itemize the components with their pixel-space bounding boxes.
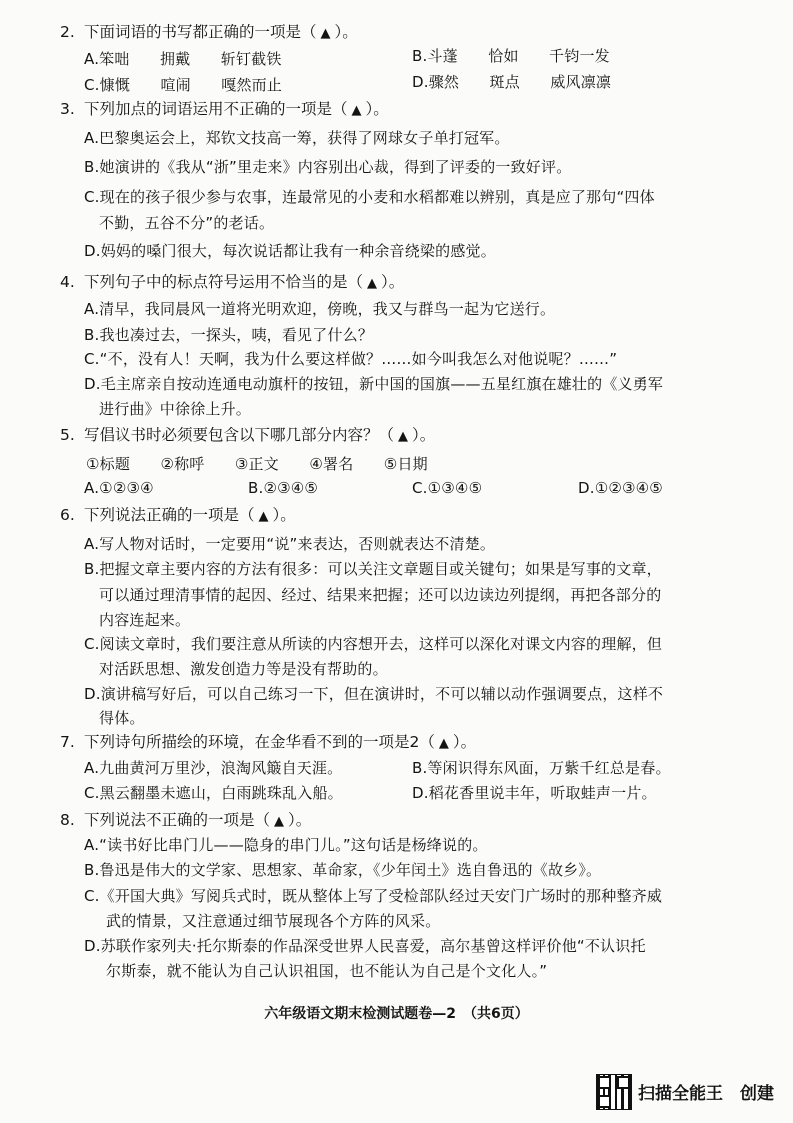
question-2-stem (60, 20, 358, 42)
option-b-cont: 内容连起来。 (99, 611, 191, 629)
question-number: 6. (60, 506, 75, 524)
option-a: A.巴黎奥运会上，郑钦文技高一筹，获得了网球女子单打冠军。 (84, 129, 510, 147)
option-b: B.②③④⑤ (248, 479, 319, 497)
option-c-cont: 武的情景，又注意通过细节展现各个方阵的风采。 (106, 912, 441, 930)
answer-blank-triangle-icon: ▲ (351, 103, 362, 118)
option-d: D.妈妈的嗓门很大，每次说话都让我有一种余音绕梁的感觉。 (84, 242, 496, 260)
emphasis-text: 不正确 (223, 100, 271, 118)
question-number: 5. (60, 426, 75, 444)
emphasis-text: 不恰当 (270, 273, 317, 291)
scanner-watermark: 扫描全能王 创建 (638, 1084, 774, 1104)
emphasis-text: 不正确 (146, 811, 193, 829)
answer-blank-triangle-icon: ▲ (274, 814, 285, 829)
option-b: B.她演讲的《我从“浙”里走来》内容别出心裁，得到了评委的一致好评。 (84, 158, 572, 176)
question-3-stem (60, 97, 389, 119)
emphasis-text: 不到 (316, 733, 348, 751)
option-d: D.①②③④⑤ (578, 479, 663, 497)
stem-text: 下列加点的词语运用 (84, 100, 224, 118)
stem-text: ）。 (412, 426, 436, 444)
question-number: 4. (60, 273, 75, 291)
stem-text: 下列说法 (84, 506, 147, 524)
option-c: C.慷慨 喧闹 嘎然而止 (84, 76, 283, 94)
stem-text: 的一项是（ (177, 506, 255, 524)
option-b: B.斗蓬 恰如 千钧一发 (412, 47, 610, 65)
question-number: 2. (60, 23, 75, 41)
option-a: A.清早，我同晨风一道将光明欢迎，傍晚，我又与群鸟一起为它送行。 (84, 300, 556, 318)
answer-blank-triangle-icon: ▲ (438, 736, 449, 751)
stem-text: ）。 (365, 100, 389, 118)
stem-text: 下列句子中的标点符号运用 (84, 273, 271, 291)
stem-text: 的一项是（ (192, 811, 271, 829)
option-b: B.鲁迅是伟大的文学家、思想家、革命家，《少年闰土》选自鲁迅的《故乡》。 (84, 861, 602, 879)
option-c: C.现在的孩子很少参与农事，连最常见的小麦和水稻都难以辨别，真是应了那句“四体 (84, 188, 655, 206)
stem-text: 的一项是2（ (347, 733, 435, 751)
option-d-cont: 得体。 (99, 709, 145, 727)
stem-text: ）。 (288, 811, 312, 829)
question-6-stem (60, 503, 296, 525)
option-a: A.“读书好比串门儿——隐身的串门儿。”这句话是杨绛说的。 (84, 836, 488, 854)
stem-text: 下列诗句所描绘的环境，在金华看 (84, 733, 317, 751)
stem-text: 写倡议书时 (84, 426, 162, 444)
question-number: 8. (60, 811, 75, 829)
stem-text: 要包含以下哪几部分内容？（ (192, 426, 395, 444)
option-c: C.阅读文章时，我们要注意从所读的内容想开去，这样可以深化对课文内容的理解，但 (84, 635, 663, 653)
option-d-cont: 尔斯泰，就不能认为自己认识祖国，也不能认为自己是个文化人。” (106, 962, 548, 980)
option-d: D.稻花香里说丰年，听取蛙声一片。 (412, 784, 657, 802)
question-5-stem (60, 423, 435, 445)
question-8-stem (60, 808, 311, 830)
stem-text: ）。 (381, 273, 405, 291)
option-b: B.我也凑过去，一探头，咦，看见了什么？ (84, 326, 374, 344)
option-c: C.黑云翻墨未遮山，白雨跳珠乱入船。 (84, 784, 343, 802)
stem-text: ）。 (452, 733, 477, 751)
qr-code-icon (596, 1074, 632, 1110)
answer-blank-triangle-icon: ▲ (258, 509, 269, 524)
emphasis-text: 必须 (161, 426, 193, 444)
emphasis-text: 正确 (146, 506, 178, 524)
page-footer: 六年级语文期末检测试题卷—2 （共6页） (264, 1006, 529, 1022)
stem-text: 下列说法 (84, 811, 147, 829)
stem-text: 下面词语的书写都 (84, 23, 209, 41)
option-a: A.笨咄 拥戴 斩钉截铁 (84, 50, 282, 68)
option-b: B.等闲识得东风面，万紫千红总是春。 (412, 759, 671, 777)
option-d: D.苏联作家列夫·托尔斯泰的作品深受世界人民喜爱，高尔基曾这样评价他“不认识托 (84, 937, 646, 955)
answer-blank-triangle-icon: ▲ (398, 429, 409, 444)
question-4-stem (60, 270, 404, 292)
question-7-stem (60, 730, 476, 752)
option-a: A.九曲黄河万里沙，浪淘风簸自天涯。 (84, 759, 343, 777)
option-c: C.《开国大典》写阅兵式时，既从整体上写了受检部队经过天安门广场时的那种整齐威 (84, 887, 663, 905)
item-list: ①标题 ②称呼 ③正文 ④署名 ⑤日期 (86, 455, 428, 473)
stem-text: 的一项是（ (270, 100, 348, 118)
option-c: C.“不，没有人！天啊，我为什么要这样做？……如今叫我怎么对他说呢？……” (84, 350, 618, 368)
stem-text: 的是（ (316, 273, 364, 291)
option-c-cont: 对活跃思想、激发创造力等是没有帮助的。 (99, 660, 388, 678)
answer-blank-triangle-icon: ▲ (367, 276, 378, 291)
stem-text: ）。 (334, 23, 358, 41)
option-a: A.写人物对话时，一定要用“说”来表达，否则就表达不清楚。 (84, 535, 496, 553)
option-a: A.①②③④ (84, 479, 154, 497)
option-d: D.毛主席亲自按动连通电动旗杆的按钮，新中国的国旗——五星红旗在雄壮的《义勇军 (84, 375, 664, 393)
question-number: 7. (60, 733, 75, 751)
option-b-cont: 可以通过理清事情的起因、经过、结果来把握；还可以边读边列提纲，再把各部分的 (99, 586, 662, 604)
option-d: D.演讲稿写好后，可以自己练习一下，但在演讲时，不可以辅以动作强调要点，这样不 (84, 685, 664, 703)
emphasis-text: 正确 (208, 23, 240, 41)
option-c: C.①③④⑤ (412, 479, 483, 497)
option-b: B.把握文章主要内容的方法有很多：可以关注文章题目或关键句；如果是写事的文章， (84, 560, 662, 578)
option-c-cont: 不勤，五谷不分”的老话。 (99, 214, 275, 232)
option-d: D.骤然 斑点 威风凛凛 (412, 73, 612, 91)
option-d-cont: 进行曲》中徐徐上升。 (99, 400, 252, 418)
answer-blank-triangle-icon: ▲ (320, 26, 331, 41)
question-number: 3. (60, 100, 75, 118)
stem-text: 的一项是（ (239, 23, 317, 41)
stem-text: ）。 (272, 506, 296, 524)
